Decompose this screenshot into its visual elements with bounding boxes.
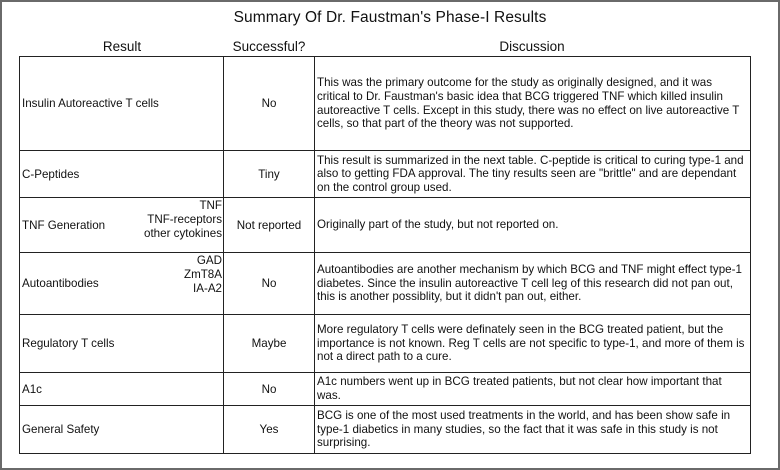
column-header-successful: Successful?	[232, 39, 306, 54]
discussion-cell: Autoantibodies are another mechanism by which BCG and TNF might effect type-1 diabetes. Since the insulin autoreactive T cell leg of this research did not pan out, this is another possiblity, but it didn't pan out, either.	[315, 253, 751, 315]
successful-cell: No	[224, 57, 315, 151]
successful-cell: Maybe	[224, 315, 315, 373]
page-title: Summary Of Dr. Faustman's Phase-I Results	[233, 9, 547, 26]
discussion-cell: Originally part of the study, but not reported on.	[315, 198, 751, 253]
column-header-result: Result	[102, 39, 142, 54]
successful-cell: Tiny	[224, 151, 315, 198]
result-name: Autoantibodies	[22, 277, 99, 290]
result-name: A1c	[22, 382, 42, 396]
sub-item: IA-A2	[193, 282, 222, 295]
table-row	[20, 315, 751, 373]
result-cell	[20, 373, 224, 406]
result-name: General Safety	[22, 423, 100, 436]
table-row	[20, 151, 751, 198]
sub-item: other cytokines	[144, 227, 222, 240]
table-row	[20, 198, 751, 253]
discussion-cell: This result is summarized in the next table. C-peptide is critical to curing type-1 and also to getting FDA approval. The tiny results seen are "brittle" and are dependant on the control group used.	[315, 151, 751, 198]
discussion-cell: BCG is one of the most used treatments in the world, and has been show safe in type-1 diabetics in many studies, so the fact that it was safe in this study is not surprising.	[315, 406, 751, 454]
successful-cell: Yes	[224, 406, 315, 454]
successful-cell: No	[224, 253, 315, 315]
successful-cell: Not reported	[224, 198, 315, 253]
table-row	[20, 57, 751, 151]
result-name: C-Peptides	[22, 167, 80, 181]
sub-item: ZmT8A	[183, 268, 222, 281]
sub-item: TNF-receptors	[147, 213, 222, 226]
result-cell	[20, 151, 224, 198]
table-row	[20, 253, 751, 315]
results-table	[19, 56, 751, 454]
result-cell	[20, 253, 224, 315]
result-cell	[20, 406, 224, 454]
result-sub-items	[184, 254, 222, 296]
column-header-discussion: Discussion	[499, 39, 565, 54]
result-name: TNF Generation	[22, 218, 106, 232]
table-row	[20, 406, 751, 454]
result-cell	[20, 57, 224, 151]
result-cell	[20, 315, 224, 373]
result-cell	[20, 198, 224, 253]
sub-item: TNF	[199, 199, 222, 212]
sub-item: GAD	[196, 254, 222, 267]
discussion-cell: This was the primary outcome for the study as originally designed, and it was critical to Dr. Faustman's basic idea that BCG triggered TNF which killed insulin autoreactive T cells. Except in this study, there was no effect on live autoreactive T cells, so that part of the theory was not supported.	[315, 57, 751, 151]
discussion-cell: A1c numbers went up in BCG treated patients, but not clear how important that was.	[315, 373, 751, 406]
table-row	[20, 373, 751, 406]
discussion-cell: More regulatory T cells were definately seen in the BCG treated patient, but the importance is not known. Reg T cells are not specific to type-1, and more of them is not a direct path to a cure.	[315, 315, 751, 373]
result-name: Insulin Autoreactive T cells	[22, 97, 159, 110]
result-sub-items	[144, 199, 222, 241]
successful-cell: No	[224, 373, 315, 406]
result-name: Regulatory T cells	[22, 337, 115, 350]
